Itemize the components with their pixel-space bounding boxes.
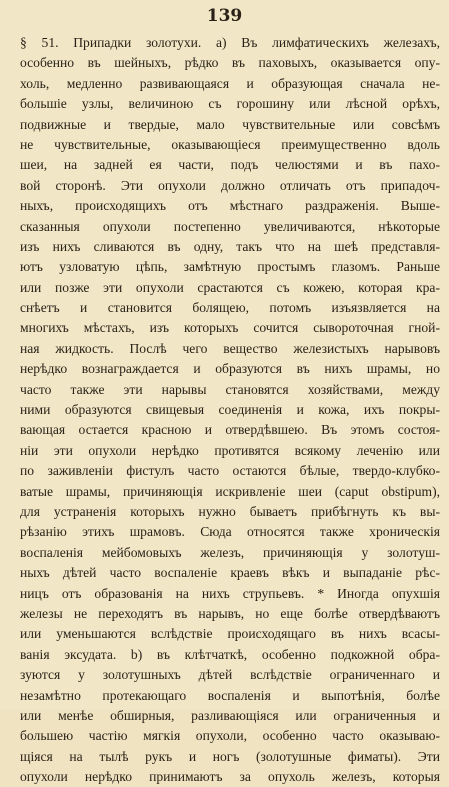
text-line: по заживленіи фистулъ часто остаются бѣлые, твердо-клубко- [20,463,440,479]
text-line: ныхъ, происходящихъ отъ мѣстнаго раздраженія. Выше- [20,198,440,214]
text-line: ная жидкость. Послѣ чего вещество железистыхъ нарывовъ [20,340,440,356]
text-line: ницъ отъ образованія на нихъ струпьевъ. * Иногда опухшія [20,585,440,601]
text-line: ними образуются свищевыя соединенія и кожа, ихъ покры- [20,402,440,418]
text-line: § 51. Припадки золотухи. а) Въ лимфатическихъ железахъ, [20,35,440,50]
text-line: или позже эти опухоли срастаются съ кожею, которая кра- [20,279,440,295]
text-line: шеи, на задней ея части, подъ челюстями и въ пахо- [20,157,440,173]
text-line: не чувствительные, оказывающіеся преимущественно вдоль [20,136,440,152]
text-line: железы не переходятъ въ нарывъ, но еще болѣе отвердѣваютъ [20,605,440,621]
text-line: вой сторонѣ. Эти опухоли должно отличать отъ припадоч- [20,177,440,193]
text-line: ванія эксудата. b) въ клѣтчаткѣ, особенно подкожной обра- [20,646,440,662]
text-line: большею частію мягкія опухоли, особенно часто оказываю- [20,728,440,744]
text-line: или уменьшаются вслѣдствіе происходящаго въ нихъ всасы- [20,626,440,642]
text-line: особенно въ шейныхъ, рѣдко въ паховыхъ, оказывается опу- [20,55,440,71]
text-line: щіяся на тылѣ рукъ и ногъ (золотушные фиматы). Эти [20,748,440,764]
text-line: нерѣдко вознаграждается и образуются въ нихъ шрамы, но [20,361,440,377]
text-line: изъ нихъ сливаются въ одну, такъ что на шеѣ представля- [20,238,440,254]
text-line: снѣетъ и становится болящею, потомъ изъязвляется на [20,300,440,316]
text-line: большіе узлы, величиною съ горошину или лѣсной орѣхъ, [20,96,440,112]
text-line: или менѣе обширныя, разливающіяся или ограниченныя и [20,707,440,723]
text-line: воспаленія мейбомовыхъ железъ, причиняющія у золотуш- [20,544,440,560]
text-line: ватые шрамы, причиняющія искривленіе шеи (caput obstipum), [20,483,440,499]
text-line: зуются у золотушныхъ дѣтей вслѣдствіе ограниченнаго и [20,667,440,683]
page-number: 139 [206,6,243,26]
text-line: подвижные и твердые, мало чувствительные или совсѣмъ [20,116,440,132]
text-line: ныхъ дѣтей часто воспаленіе краевъ вѣкъ и выпаданіе рѣс- [20,565,440,581]
text-line: многихъ мѣстахъ, изъ которыхъ сочится сывороточная гной- [20,320,440,336]
text-line: ніи эти опухоли нерѣдко противятся всякому леченію или [20,442,440,458]
text-line: опухоли нерѣдко принимаютъ за опухоль железъ, которыя [20,769,440,785]
body-text [20,33,440,787]
text-line: ютъ узловатую цѣпь, замѣтную простымъ глазомъ. Раньше [20,259,440,275]
text-line: часто также эти нарывы становятся хозяйствами, между [20,381,440,397]
text-line: вающая остается красною и отвердѣвшею. Въ этомъ состоя- [20,422,440,438]
text-line: сказанныя опухоли постепенно увеличиваются, нѣкоторые [20,218,440,234]
text-line: рѣзанію этихъ шрамовъ. Сюда относятся также хроническія [20,524,440,540]
text-line: холь, медленно развивающаяся и образующая сначала не- [20,75,440,91]
text-line: незамѣтно протекающаго воспаленія и выпотѣнія, болѣе [20,687,440,703]
text-line: для устраненія которыхъ нужно бываетъ прибѣгнуть къ вы- [20,503,440,519]
